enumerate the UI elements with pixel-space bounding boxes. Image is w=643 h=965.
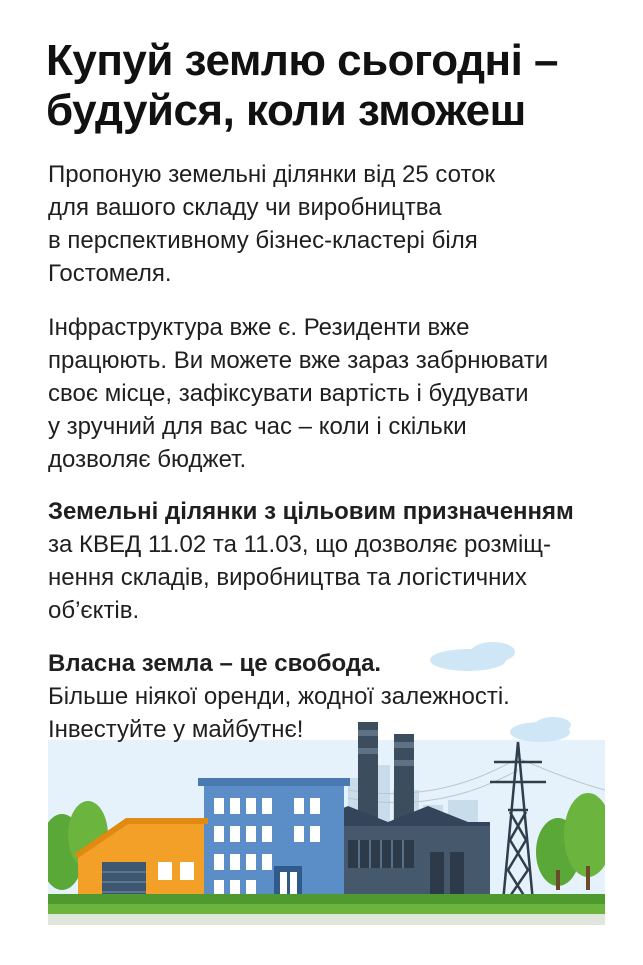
closing-paragraph	[48, 647, 623, 746]
headline-line-2: будуйся, коли зможеш	[46, 86, 526, 135]
land-purpose-line-3: нення складів, виробництва та логістичних	[48, 564, 527, 591]
grass-ground-front	[48, 904, 605, 914]
land-purpose-line-4: об’єктів.	[48, 597, 140, 624]
closing-bold-line: Власна земла – це свобода.	[48, 650, 382, 677]
intro-paragraph	[48, 158, 623, 290]
land-purpose-paragraph	[48, 495, 623, 627]
infrastructure-line-5: дозволяє бюджет.	[48, 446, 247, 473]
headline-line-1: Купуй землю сьогодні –	[46, 36, 558, 85]
intro-line-4: Гостомеля.	[48, 260, 172, 287]
infrastructure-paragraph	[48, 311, 623, 476]
land-purpose-line-2: за КВЕД 11.02 та 11.03, що дозволяє розміщ-	[48, 531, 552, 558]
land-purpose-bold-line: Земельні ділянки з цільовим призначенням	[48, 498, 574, 525]
road	[48, 914, 605, 925]
infrastructure-line-4: у зручний для вас час – коли і скільки	[48, 413, 467, 440]
headline	[46, 36, 626, 136]
infrastructure-line-1: Інфраструктура вже є. Резиденти вже	[48, 314, 470, 341]
office-building	[198, 778, 350, 904]
intro-line-2: для вашого складу чи виробництва	[48, 194, 442, 221]
infrastructure-line-3: своє місце, зафіксувати вартість і будувати	[48, 380, 529, 407]
intro-line-1: Пропоную земельні ділянки від 25 соток	[48, 161, 496, 188]
intro-line-3: в перспективному бізнес-кластері біля	[48, 227, 478, 254]
closing-line-3: Інвестуйте у майбутнє!	[48, 716, 304, 743]
infrastructure-line-2: працюють. Ви можете вже зараз забрнювати	[48, 347, 549, 374]
closing-line-2: Більше ніякої оренди, жодної залежності.	[48, 683, 510, 710]
